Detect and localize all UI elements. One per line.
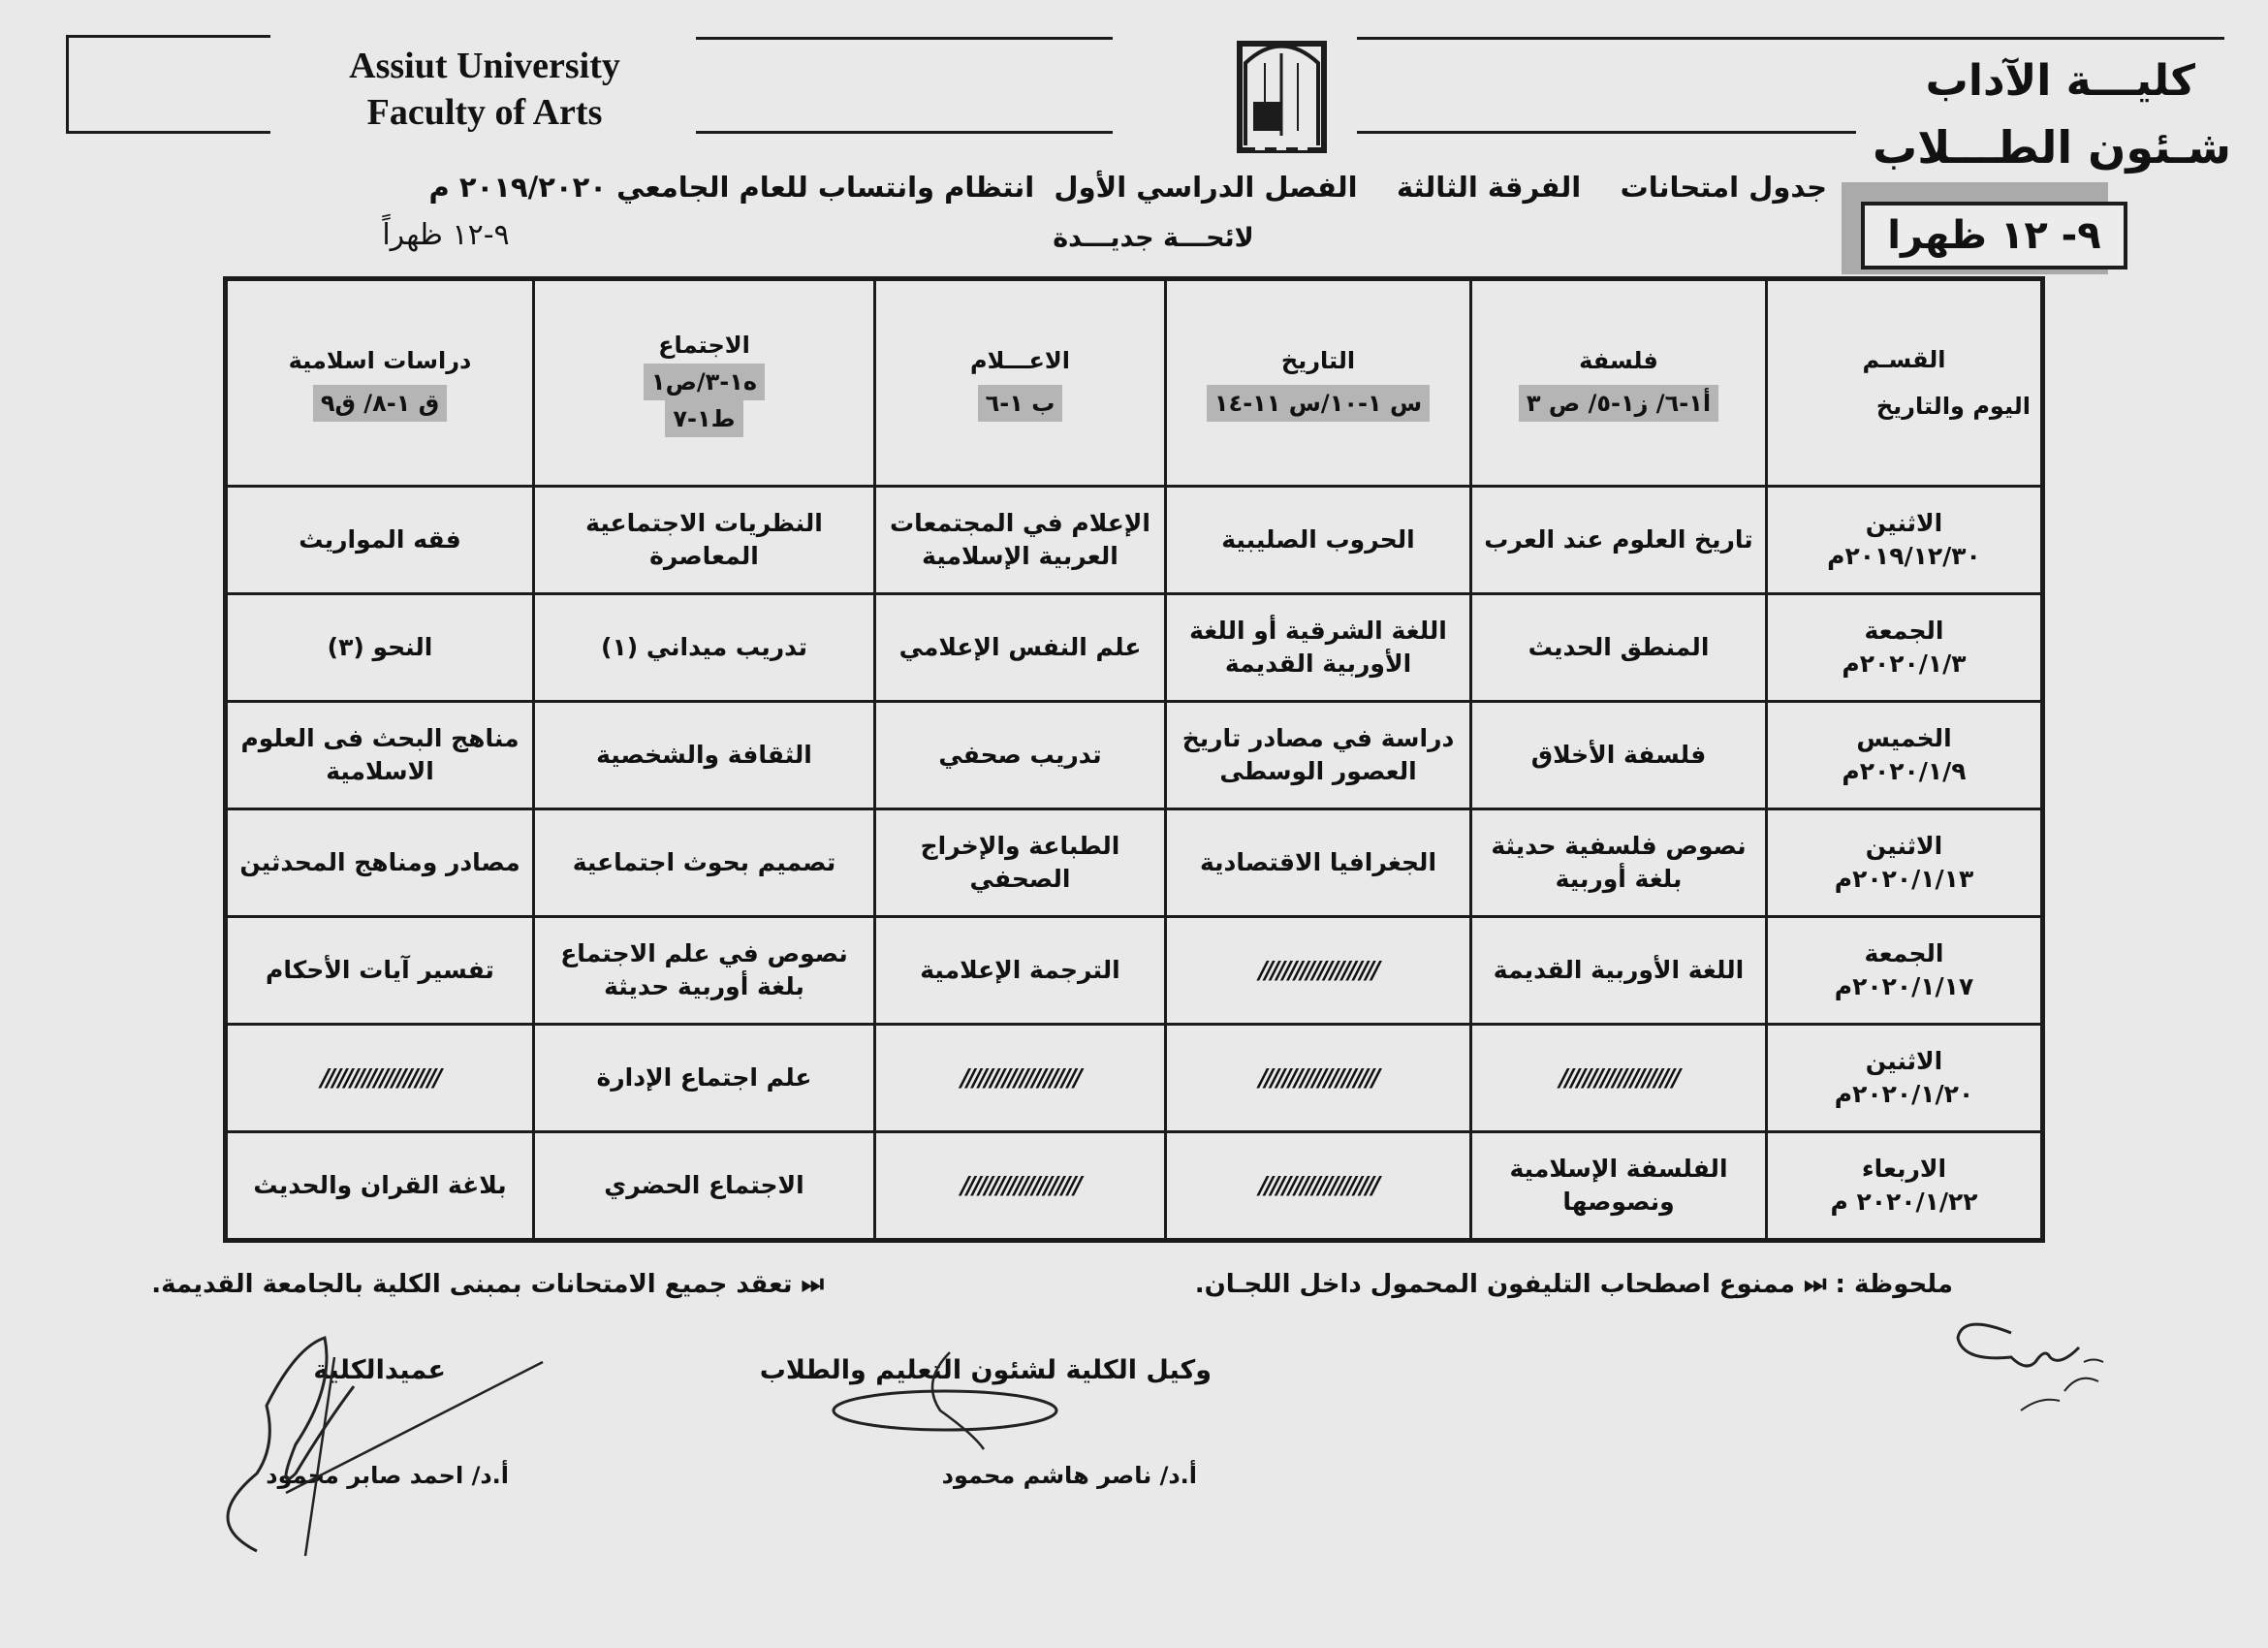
schedule-subtitle: لائحـــة جديـــدة [1053, 223, 1254, 253]
subject-cell: الجغرافيا الاقتصادية [1166, 808, 1471, 916]
no-exam-cell: //////////////////// [1471, 1024, 1767, 1131]
column-name: الاجتماع [658, 331, 750, 359]
column-code: أ١-٦/ ز١-٥/ ص ٣ [1519, 385, 1718, 422]
no-exam-cell: //////////////////// [226, 1024, 534, 1131]
header-rule-bottom-right [1357, 131, 1856, 134]
day-name: الاثنين [1865, 1046, 1943, 1075]
faculty-name-ar: كليـــة الآداب [1925, 56, 2195, 106]
no-exam-cell: //////////////////// [875, 1024, 1166, 1131]
skip-arrows-icon: ⏭ [801, 1270, 824, 1299]
no-exam-cell: //////////////////// [875, 1131, 1166, 1240]
table-row [226, 808, 2043, 916]
exam-date: ٢٠٢٠/١/١٣م [1834, 864, 1974, 893]
subject-cell: تاريخ العلوم عند العرب [1471, 486, 1767, 593]
time-label-left: ٩-١٢ ظهراً [382, 218, 510, 252]
vice-dean-signature [804, 1343, 1095, 1459]
subject-cell: الإعلام في المجتمعات العربية الإسلامية [875, 486, 1166, 593]
table-row [226, 486, 2043, 593]
note-label: ملحوظة : [1835, 1270, 1953, 1299]
table-row [226, 701, 2043, 808]
subject-cell: الاجتماع الحضري [534, 1131, 875, 1240]
exam-date: ٢٠٢٠/١/٩م [1842, 756, 1967, 785]
subject-cell: فلسفة الأخلاق [1471, 701, 1767, 808]
subject-cell: الفلسفة الإسلامية ونصوصها [1471, 1131, 1767, 1240]
vice-dean-title: وكيل الكلية لشئون التعليم والطلاب [759, 1355, 1212, 1385]
faculty-name-en: Faculty of Arts [366, 92, 603, 133]
column-code: ب ١-٦ [978, 385, 1063, 422]
table-row [226, 1024, 2043, 1131]
subject-cell: النظريات الاجتماعية المعاصرة [534, 486, 875, 593]
day-name: الجمعة [1864, 938, 1944, 967]
day-date-cell [1767, 808, 2043, 916]
day-name: الخميس [1856, 723, 1952, 752]
column-name: الاعـــلام [970, 346, 1070, 374]
column-name: فلسفة [1579, 346, 1658, 374]
skip-arrows-icon: ⏭ [1804, 1270, 1827, 1299]
handwritten-initials [1953, 1304, 2118, 1420]
vice-dean-name: أ.د/ ناصر هاشم محمود [941, 1462, 1197, 1489]
subject-cell: علم اجتماع الإدارة [534, 1024, 875, 1131]
dean-title: عميدالكلية [313, 1355, 446, 1385]
subject-cell: الطباعة والإخراج الصحفي [875, 808, 1166, 916]
day-date-cell [1767, 916, 2043, 1024]
subject-cell: تفسير آيات الأحكام [226, 916, 534, 1024]
subject-cell: اللغة الأوربية القديمة [1471, 916, 1767, 1024]
subject-cell: نصوص فلسفية حديثة بلغة أوربية [1471, 808, 1767, 916]
column-name: دراسات اسلامية [288, 346, 472, 374]
subject-cell: علم النفس الإعلامي [875, 593, 1166, 701]
day-date-cell [1767, 1131, 2043, 1240]
exam-date: ٢٠٢٠/١/٣م [1842, 649, 1967, 678]
subject-cell: النحو (٣) [226, 593, 534, 701]
table-body [226, 486, 2043, 1240]
table-row [226, 593, 2043, 701]
subject-cell: الثقافة والشخصية [534, 701, 875, 808]
schedule-title: جدول امتحانات الفرقة الثالثة الفصل الدراسي الأول انتظام وانتساب للعام الجامعي ٢٠١٩/٢٠٢٠ م [428, 171, 1827, 204]
day-name: الاثنين [1865, 508, 1943, 537]
subject-cell: مصادر ومناهج المحدثين [226, 808, 534, 916]
column-header [1471, 279, 1767, 487]
day-date-cell [1767, 593, 2043, 701]
corner-header [1767, 279, 2043, 487]
day-date-cell [1767, 701, 2043, 808]
exam-date: ٢٠٢٠/١/١٧م [1834, 971, 1974, 1000]
exam-date: ٢٠٢٠/١/٢٢ م [1830, 1187, 1978, 1216]
column-code: س ١-١٠/س ١١-١٤ [1207, 385, 1430, 422]
day-name: الاربعاء [1861, 1154, 1947, 1183]
day-name: الاثنين [1865, 831, 1943, 860]
note-location [151, 1270, 824, 1300]
note-phones [1195, 1270, 1953, 1300]
table-row [226, 916, 2043, 1024]
no-exam-cell: //////////////////// [1166, 916, 1471, 1024]
subject-cell: مناهج البحث فى العلوم الاسلامية [226, 701, 534, 808]
time-box: ٩- ١٢ ظهرا [1861, 202, 2127, 269]
subject-cell: تدريب صحفي [875, 701, 1166, 808]
subject-cell: المنطق الحديث [1471, 593, 1767, 701]
column-header [534, 279, 875, 487]
exam-date: ٢٠١٩/١٢/٣٠م [1827, 541, 1981, 570]
day-name: الجمعة [1864, 616, 1944, 645]
subject-cell: تصميم بحوث اجتماعية [534, 808, 875, 916]
no-exam-cell: //////////////////// [1166, 1131, 1471, 1240]
corner-department: القسـم [1862, 345, 1946, 373]
english-header [291, 43, 678, 136]
university-logo [1236, 34, 1328, 155]
header-rule-top-left [696, 37, 1113, 40]
subject-cell: الترجمة الإعلامية [875, 916, 1166, 1024]
dean-name: أ.د/ احمد صابر محمود [266, 1462, 509, 1489]
subject-cell: اللغة الشرقية أو اللغة الأوربية القديمة [1166, 593, 1471, 701]
subject-cell: نصوص في علم الاجتماع بلغة أوربية حديثة [534, 916, 875, 1024]
header-left-bracket [66, 35, 270, 134]
exam-date: ٢٠٢٠/١/٢٠م [1834, 1079, 1974, 1108]
department-name-ar: شـئون الطـــلاب [1872, 121, 2231, 174]
corner-day-date: اليوم والتاريخ [1875, 392, 2031, 420]
column-code: ق ١-٨/ ق٩ [313, 385, 447, 422]
university-name-en: Assiut University [349, 46, 620, 86]
header-rule-bottom-left [696, 131, 1113, 134]
header-rule-top-right [1357, 37, 2224, 40]
subject-cell: الحروب الصليبية [1166, 486, 1471, 593]
subject-cell: دراسة في مصادر تاريخ العصور الوسطى [1166, 701, 1471, 808]
exam-schedule-table [223, 276, 2045, 1243]
dean-signature [199, 1328, 567, 1561]
table-header-row [226, 279, 2043, 487]
table-row [226, 1131, 2043, 1240]
subject-cell: تدريب ميداني (١) [534, 593, 875, 701]
note-text: ممنوع اصطحاب التليفون المحمول داخل اللجـان. [1194, 1270, 1795, 1299]
column-code: ه١-٣/ص١ [644, 364, 765, 400]
column-code-2: ط١-٧ [665, 400, 742, 437]
subject-cell: بلاغة القران والحديث [226, 1131, 534, 1240]
column-header [226, 279, 534, 487]
column-name: التاريخ [1280, 346, 1356, 374]
day-date-cell [1767, 1024, 2043, 1131]
column-header [875, 279, 1166, 487]
subject-cell: فقه المواريث [226, 486, 534, 593]
no-exam-cell: //////////////////// [1166, 1024, 1471, 1131]
day-date-cell [1767, 486, 2043, 593]
column-header [1166, 279, 1471, 487]
note2-text: تعقد جميع الامتحانات بمبنى الكلية بالجامعة القديمة. [151, 1270, 793, 1299]
